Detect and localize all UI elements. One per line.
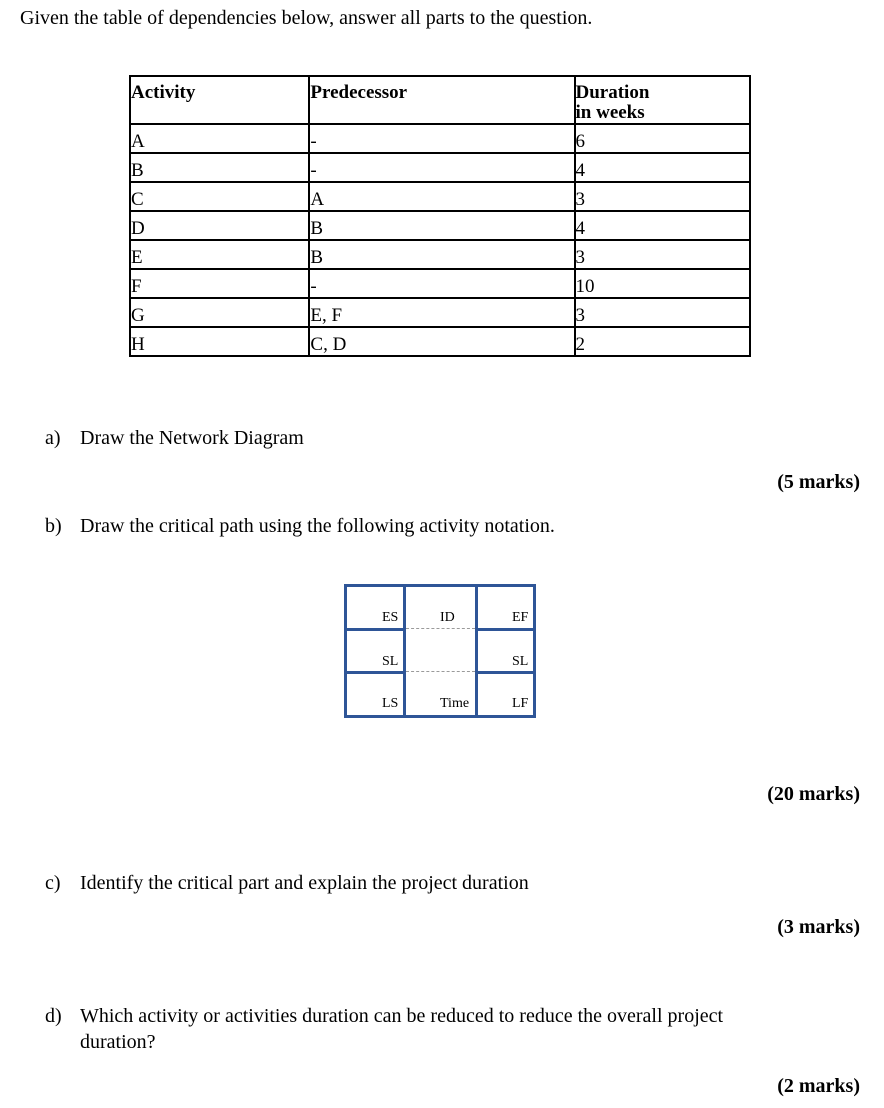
dependency-table [129, 75, 751, 357]
duration-cell: 3 [575, 182, 751, 211]
duration-cell: 6 [575, 124, 751, 153]
question-d [45, 1005, 723, 1028]
notation-id: ID [440, 610, 455, 625]
question-a [45, 427, 304, 450]
question-d-marks: (2 marks) [777, 1075, 860, 1097]
table-header-row [130, 76, 750, 124]
predecessor-cell: B [309, 240, 574, 269]
predecessor-cell: E, F [309, 298, 574, 327]
intro-text: Given the table of dependencies below, answer all parts to the question. [20, 7, 593, 29]
question-d-text-line2: duration? [80, 1031, 156, 1053]
predecessor-cell: A [309, 182, 574, 211]
duration-cell: 4 [575, 153, 751, 182]
activity-cell: H [130, 327, 309, 356]
activity-cell: B [130, 153, 309, 182]
activity-cell: D [130, 211, 309, 240]
duration-cell: 3 [575, 240, 751, 269]
notation-lf: LF [512, 696, 529, 711]
activity-notation-box [344, 584, 536, 718]
table-row [130, 182, 750, 211]
table-row [130, 269, 750, 298]
notation-sl-left: SL [382, 654, 399, 669]
duration-cell: 3 [575, 298, 751, 327]
activity-cell: G [130, 298, 309, 327]
predecessor-cell: C, D [309, 327, 574, 356]
notation-dashed-line [406, 671, 475, 672]
question-c-marks: (3 marks) [777, 916, 860, 938]
notation-dashed-line [406, 628, 475, 629]
header-duration [575, 76, 751, 124]
header-duration-line1: Duration [575, 82, 650, 103]
question-d-label: d) [45, 1005, 62, 1027]
table-row [130, 211, 750, 240]
question-c [45, 872, 529, 895]
predecessor-cell: - [309, 269, 574, 298]
duration-cell: 2 [575, 327, 751, 356]
notation-ls: LS [382, 696, 399, 711]
question-d-text-line1: Which activity or activities duration can be reduced to reduce the overall project [80, 1005, 724, 1027]
table-row [130, 298, 750, 327]
activity-cell: A [130, 124, 309, 153]
question-a-marks: (5 marks) [777, 471, 860, 493]
predecessor-cell: B [309, 211, 574, 240]
predecessor-cell: - [309, 124, 574, 153]
duration-cell: 4 [575, 211, 751, 240]
duration-cell: 10 [575, 269, 751, 298]
notation-es: ES [382, 610, 399, 625]
question-b [45, 515, 555, 538]
table-row [130, 124, 750, 153]
activity-cell: F [130, 269, 309, 298]
header-predecessor: Predecessor [309, 76, 574, 124]
header-duration-line2: in weeks [575, 102, 645, 123]
question-b-label: b) [45, 515, 62, 537]
predecessor-cell: - [309, 153, 574, 182]
notation-time: Time [440, 696, 470, 711]
question-a-label: a) [45, 427, 61, 449]
activity-cell: C [130, 182, 309, 211]
question-c-label: c) [45, 872, 61, 894]
notation-ef: EF [512, 610, 529, 625]
table-row [130, 327, 750, 356]
table-row [130, 240, 750, 269]
question-b-text: Draw the critical path using the following activity notation. [80, 515, 555, 537]
question-a-text: Draw the Network Diagram [80, 427, 304, 449]
question-b-marks: (20 marks) [767, 783, 860, 805]
question-c-text: Identify the critical part and explain the project duration [80, 872, 529, 894]
header-activity: Activity [130, 76, 309, 124]
notation-sl-right: SL [512, 654, 529, 669]
table-row [130, 153, 750, 182]
activity-cell: E [130, 240, 309, 269]
